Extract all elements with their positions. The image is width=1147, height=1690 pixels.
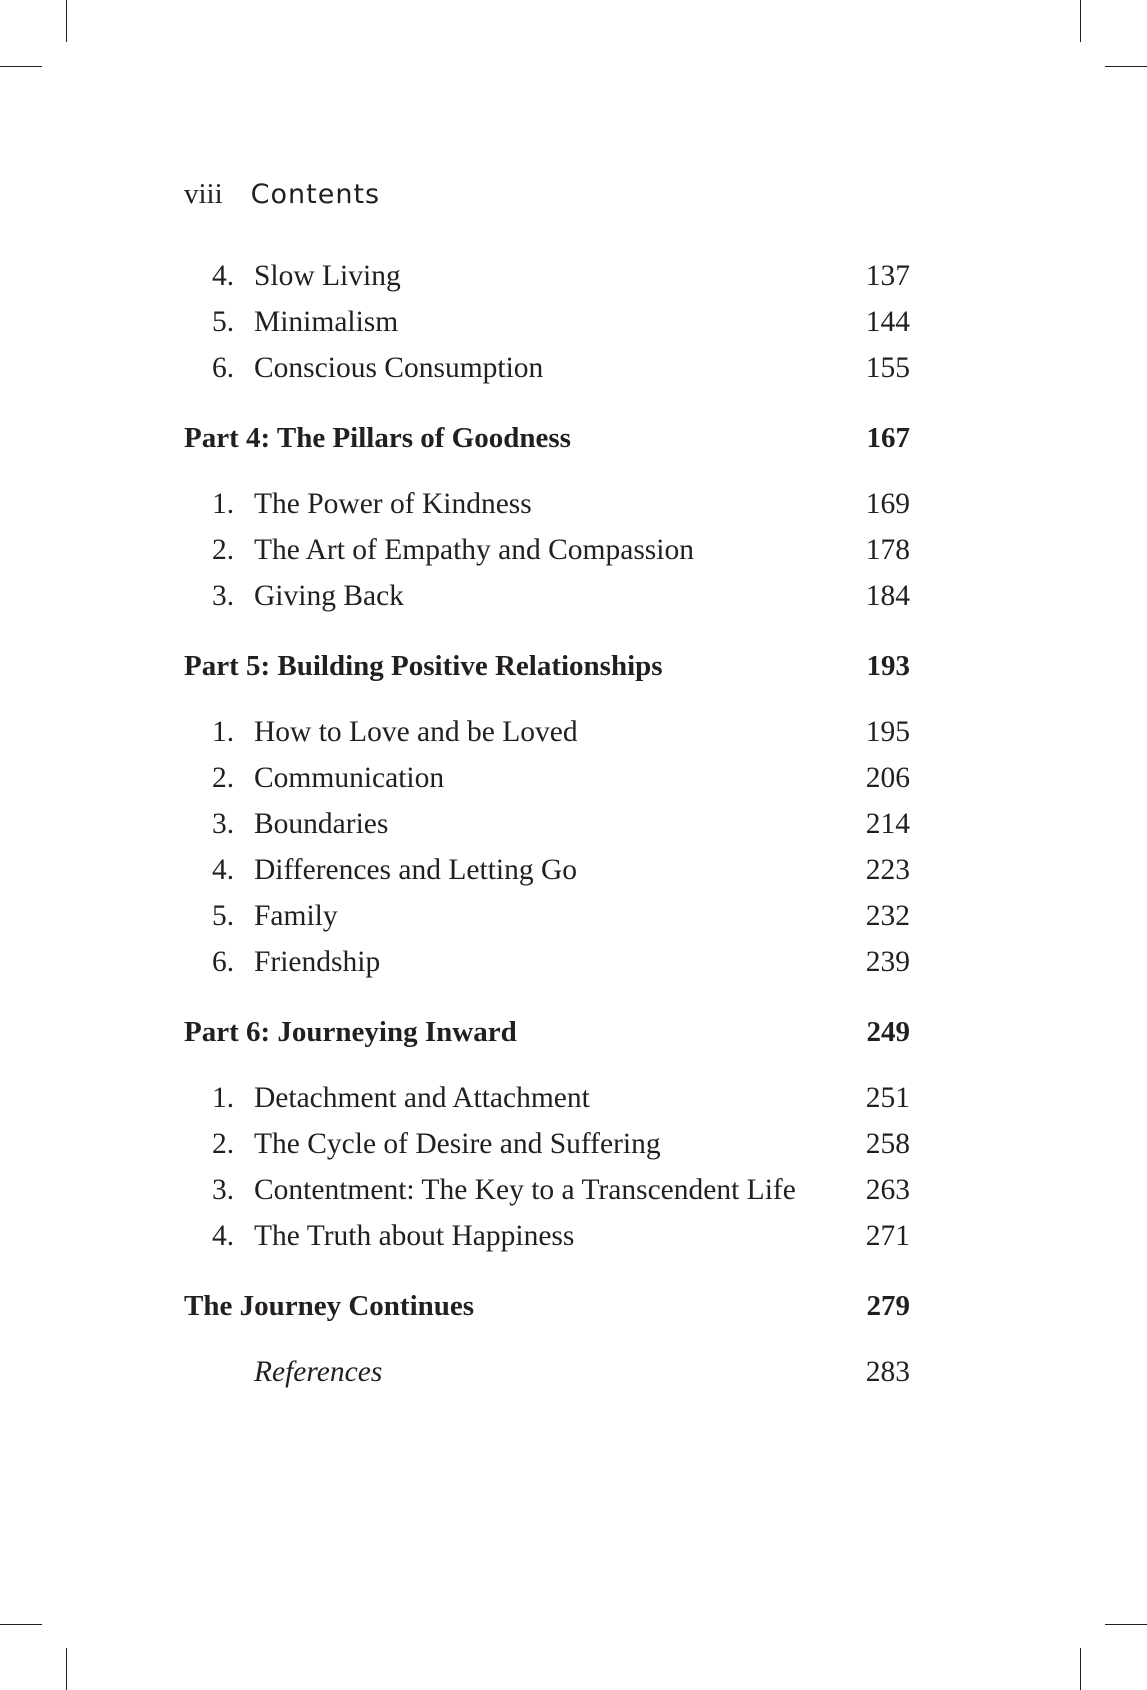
toc-part-entry <box>184 643 910 689</box>
toc-entry-title: Friendship <box>254 946 381 978</box>
toc-chapter-entry <box>184 1213 910 1259</box>
toc-chapter-entry <box>184 253 910 299</box>
crop-mark-top-left-h <box>0 66 42 67</box>
toc-chapter-entry <box>184 527 910 573</box>
toc-part-entry <box>184 1009 910 1055</box>
toc-entry-title: The Cycle of Desire and Suffering <box>254 1128 661 1160</box>
toc-entry-page-number: 239 <box>865 946 910 978</box>
toc-entry-number: 3. <box>212 1174 235 1206</box>
toc-entry-title: The Truth about Happiness <box>254 1220 575 1252</box>
toc-part-entry <box>184 415 910 461</box>
toc-entry-number: 6. <box>212 946 235 978</box>
toc-entry-title: The Journey Continues <box>184 1290 475 1322</box>
crop-mark-bottom-left-h <box>0 1624 42 1625</box>
toc-chapter-entry <box>184 1121 910 1167</box>
toc-entry-page-number: 263 <box>865 1174 910 1206</box>
toc-chapter-entry <box>184 755 910 801</box>
toc-entry-page-number: 279 <box>866 1290 910 1322</box>
toc-entry-title: Part 4: The Pillars of Goodness <box>184 422 571 454</box>
toc-chapter-entry <box>184 801 910 847</box>
toc-entry-page-number: 232 <box>865 900 910 932</box>
crop-mark-bottom-right <box>1080 1648 1081 1690</box>
toc-entry-number: 5. <box>212 306 235 338</box>
toc-entry-title: Family <box>254 900 338 932</box>
toc-references-entry <box>184 1349 910 1395</box>
running-head-title: Contents <box>250 179 381 210</box>
toc-entry-page-number: 214 <box>865 808 910 840</box>
toc-entry-title: How to Love and be Loved <box>254 716 578 748</box>
toc-entry-page-number: 258 <box>865 1128 910 1160</box>
toc-entry-title: Contentment: The Key to a Transcendent Life <box>254 1174 796 1206</box>
toc-entry-number: 5. <box>212 900 235 932</box>
toc-part-entry <box>184 1283 910 1329</box>
toc-chapter-entry <box>184 345 910 391</box>
toc-entry-title: Part 6: Journeying Inward <box>184 1016 517 1048</box>
toc-entry-page-number: 195 <box>865 716 910 748</box>
toc-entry-page-number: 169 <box>865 488 910 520</box>
toc-entry-page-number: 167 <box>866 422 910 454</box>
toc-entry-number: 4. <box>212 1220 235 1252</box>
toc-entry-page-number: 155 <box>865 352 910 384</box>
toc-entry-number: 3. <box>212 580 235 612</box>
toc-entry-page-number: 271 <box>865 1220 910 1252</box>
toc-entry-page-number: 178 <box>865 534 910 566</box>
toc-entry-page-number: 223 <box>865 854 910 886</box>
toc-chapter-entry <box>184 939 910 985</box>
toc-entry-number: 3. <box>212 808 235 840</box>
crop-mark-bottom-right-h <box>1105 1624 1147 1625</box>
toc-entry-page-number: 251 <box>865 1082 910 1114</box>
crop-mark-top-right-h <box>1105 66 1147 67</box>
toc-entry-page-number: 144 <box>865 306 910 338</box>
toc-entry-page-number: 249 <box>866 1016 910 1048</box>
toc-chapter-entry <box>184 1075 910 1121</box>
toc-chapter-entry <box>184 299 910 345</box>
toc-entry-title: Part 5: Building Positive Relationships <box>184 650 663 682</box>
toc-entry-page-number: 137 <box>865 260 910 292</box>
toc-chapter-entry <box>184 573 910 619</box>
toc-entry-number: 4. <box>212 854 235 886</box>
toc-entry-number: 2. <box>212 534 235 566</box>
toc-chapter-entry <box>184 1167 910 1213</box>
toc-entry-page-number: 283 <box>865 1356 910 1388</box>
toc-entry-title: Minimalism <box>254 306 399 338</box>
toc-entry-number: 1. <box>212 1082 235 1114</box>
toc-entry-title: The Art of Empathy and Compassion <box>254 534 694 566</box>
toc-entry-number: 6. <box>212 352 235 384</box>
toc-entry-number: 1. <box>212 488 235 520</box>
toc-entry-title: Differences and Letting Go <box>254 854 578 886</box>
toc-entry-number: 2. <box>212 1128 235 1160</box>
toc-entry-title: Detachment and Attachment <box>254 1082 590 1114</box>
toc-entry-page-number: 193 <box>866 650 910 682</box>
toc-entry-page-number: 206 <box>865 762 910 794</box>
toc-chapter-entry <box>184 893 910 939</box>
crop-mark-bottom-left <box>66 1648 67 1690</box>
crop-mark-top-right <box>1080 0 1081 42</box>
toc-chapter-entry <box>184 847 910 893</box>
page-folio: viii <box>184 178 223 210</box>
toc-entry-number: 1. <box>212 716 235 748</box>
toc-entry-title: Boundaries <box>254 808 389 840</box>
crop-mark-top-left <box>66 0 67 42</box>
toc-entry-title: Giving Back <box>254 580 404 612</box>
toc-entry-page-number: 184 <box>865 580 910 612</box>
toc-chapter-entry <box>184 481 910 527</box>
running-header <box>184 174 380 215</box>
toc-entry-title: Slow Living <box>254 260 401 292</box>
toc-entry-title: References <box>254 1356 383 1388</box>
toc-entry-title: Conscious Consumption <box>254 352 544 384</box>
toc-entry-number: 4. <box>212 260 235 292</box>
toc-entry-number: 2. <box>212 762 235 794</box>
toc-entry-title: The Power of Kindness <box>254 488 532 520</box>
toc-chapter-entry <box>184 709 910 755</box>
toc-entry-title: Communication <box>254 762 445 794</box>
